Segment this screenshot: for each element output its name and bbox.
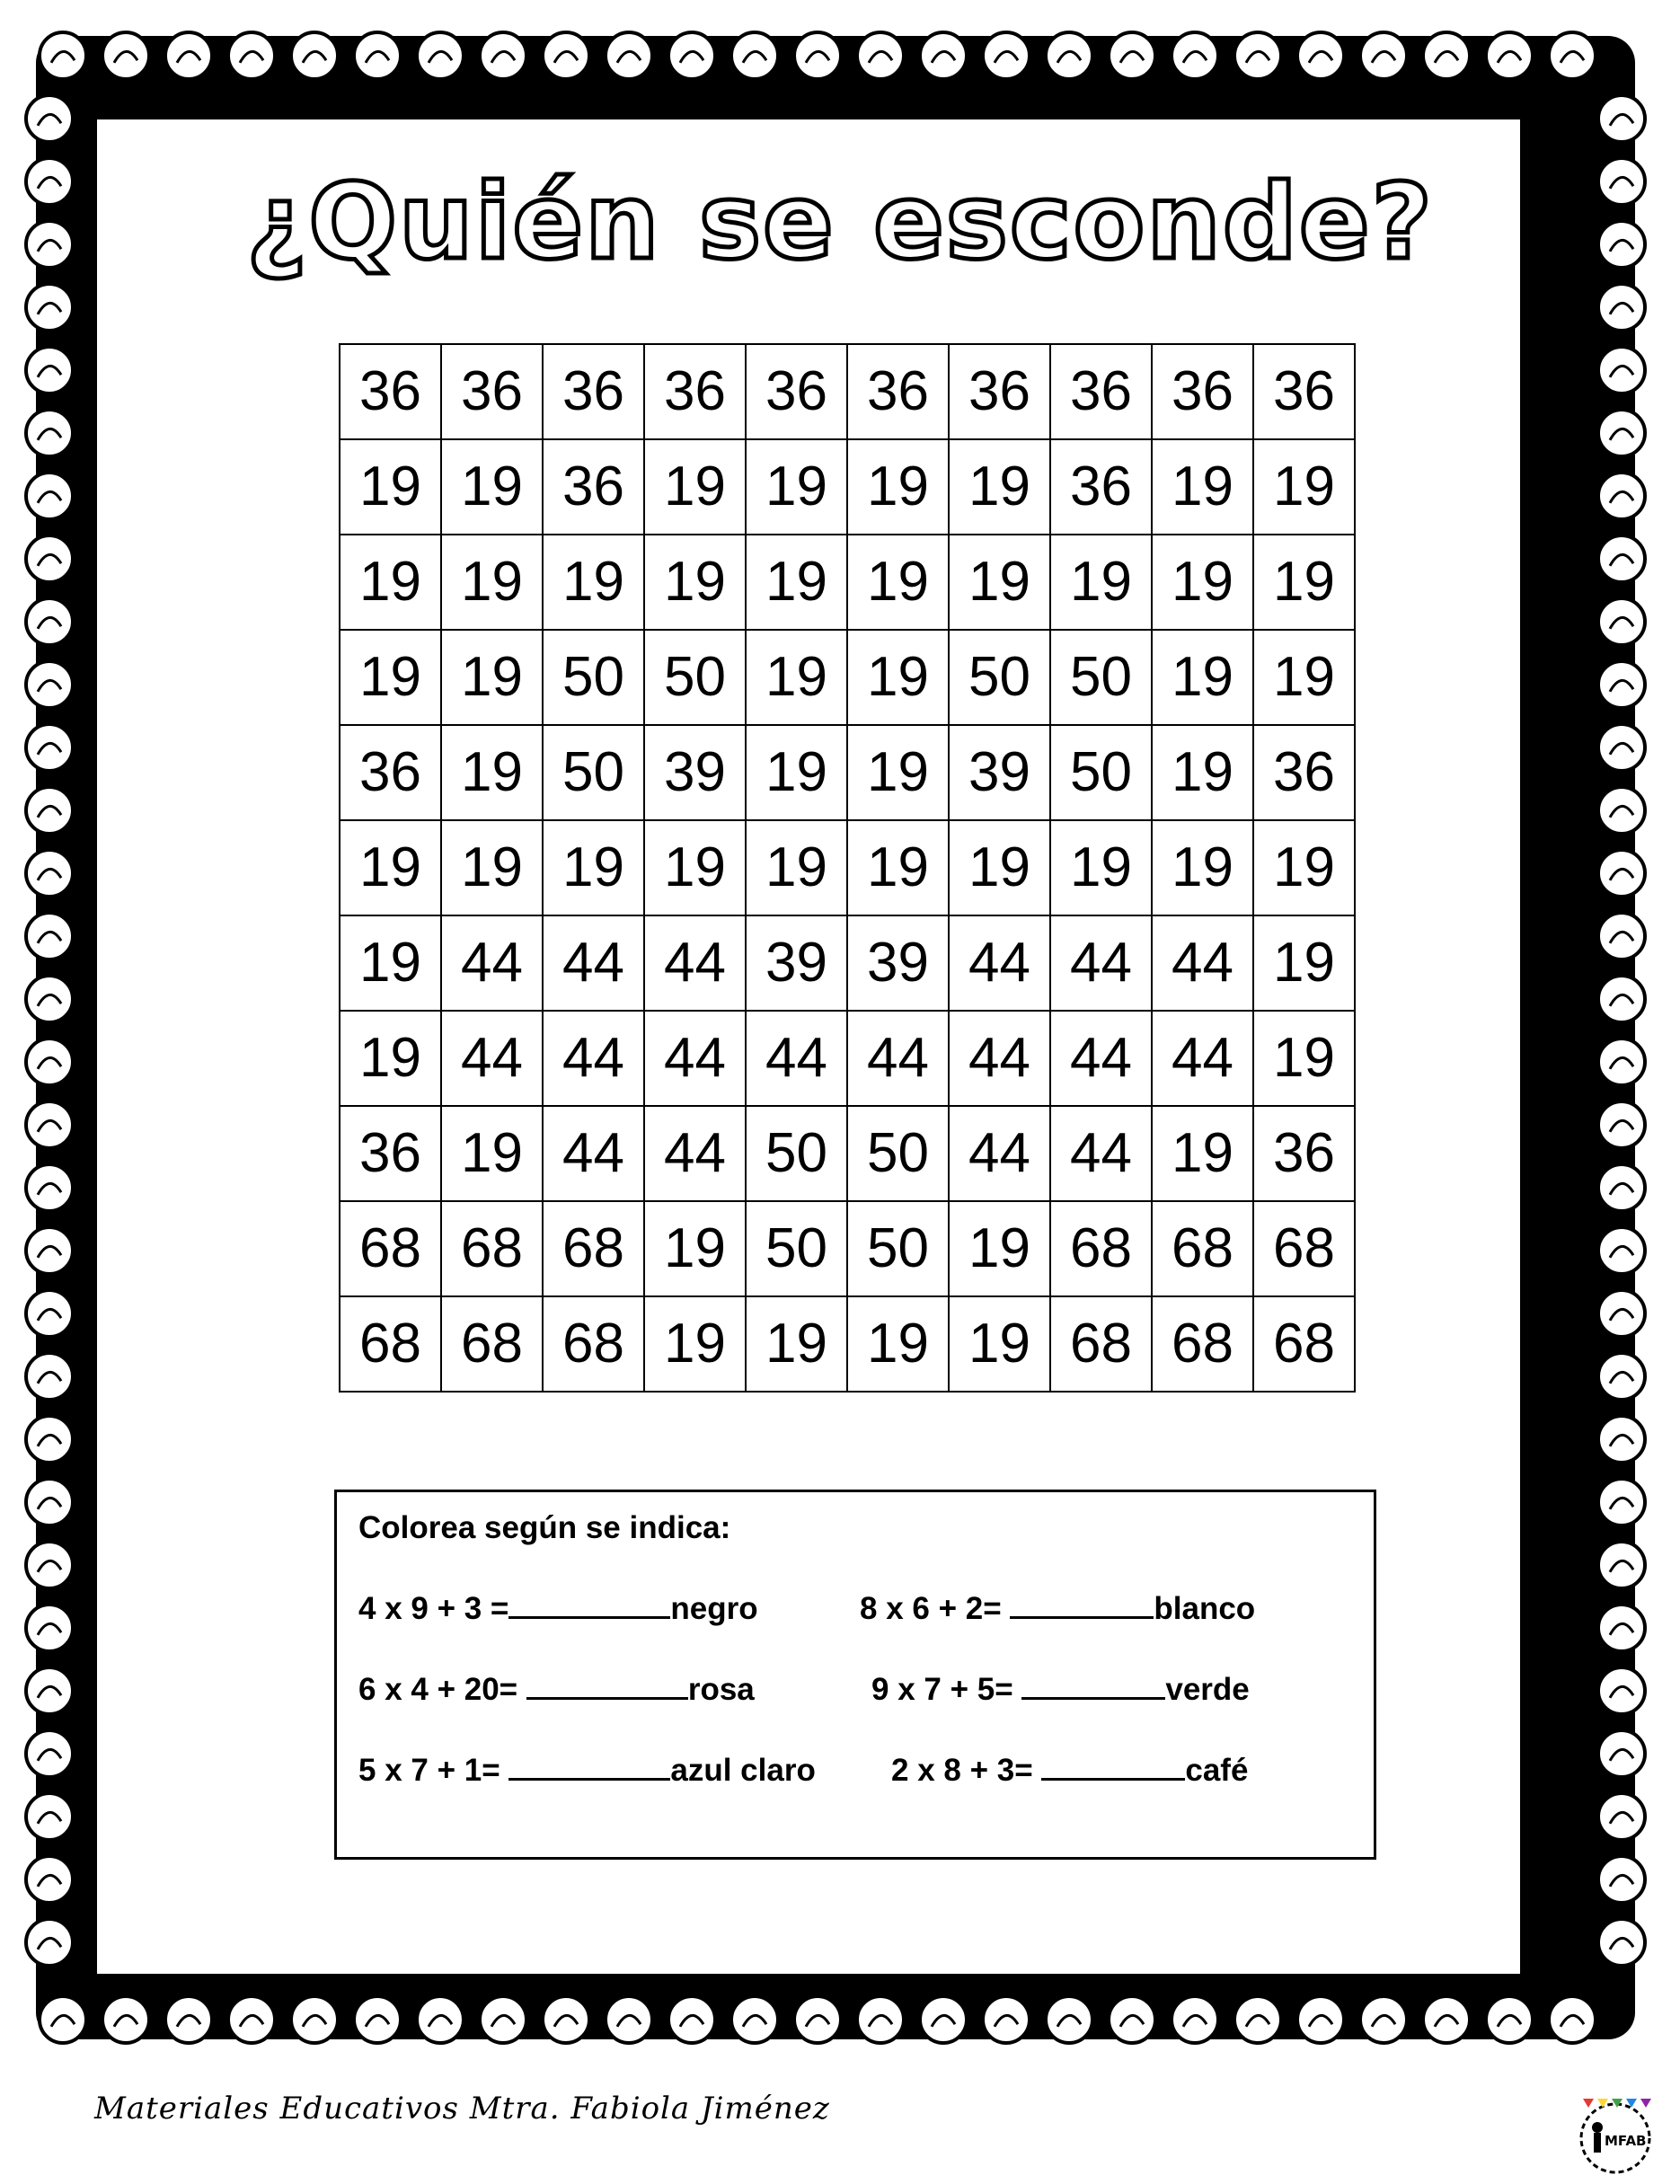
grid-cell[interactable]: 44 [644, 1011, 746, 1106]
author-credit: Materiales Educativos Mtra. Fabiola Jiménez [94, 2091, 830, 2127]
border-ring [228, 1996, 275, 2043]
grid-row [340, 1201, 1355, 1296]
border-ring [26, 1416, 73, 1463]
grid-cell[interactable]: 19 [543, 535, 644, 630]
border-ring [1046, 1996, 1092, 2043]
grid-cell[interactable]: 19 [746, 725, 847, 820]
grid-cell[interactable]: 19 [1253, 630, 1355, 725]
border-ring [857, 32, 904, 79]
answer-blank[interactable] [526, 1670, 688, 1700]
grid-cell[interactable]: 19 [441, 535, 543, 630]
grid-cell[interactable]: 36 [1253, 344, 1355, 439]
grid-cell[interactable]: 68 [340, 1296, 441, 1392]
border-ring [1423, 1996, 1470, 2043]
grid-row [340, 820, 1355, 915]
grid-cell[interactable]: 19 [1152, 820, 1253, 915]
border-ring [1172, 32, 1218, 79]
grid-cell[interactable]: 19 [847, 820, 949, 915]
border-ring [40, 1996, 86, 2043]
border-ring [1297, 1996, 1344, 2043]
equation-right-2 [871, 1670, 1250, 1708]
border-ring [794, 32, 841, 79]
grid-cell[interactable]: 36 [1253, 1106, 1355, 1201]
border-ring [26, 410, 73, 456]
border-ring [1598, 1290, 1645, 1337]
border-ring [26, 284, 73, 331]
border-ring [354, 32, 401, 79]
border-ring [26, 1856, 73, 1903]
border-ring [26, 1542, 73, 1588]
grid-cell[interactable]: 19 [1253, 820, 1355, 915]
border-ring [1598, 1730, 1645, 1777]
grid-cell[interactable]: 19 [746, 439, 847, 535]
grid-cell[interactable]: 19 [746, 1296, 847, 1392]
border-ring [543, 1996, 589, 2043]
grid-cell[interactable]: 36 [644, 344, 746, 439]
grid-cell[interactable]: 36 [340, 344, 441, 439]
grid-cell[interactable]: 19 [847, 725, 949, 820]
border-ring [26, 1919, 73, 1966]
border-ring [1598, 284, 1645, 331]
grid-cell[interactable]: 50 [1050, 725, 1152, 820]
grid-cell[interactable]: 19 [847, 1296, 949, 1392]
border-ring [1598, 913, 1645, 959]
equation-left-1 [358, 1589, 758, 1627]
grid-cell[interactable]: 19 [949, 535, 1050, 630]
equation-color: rosa [687, 1672, 755, 1707]
grid-cell[interactable]: 50 [746, 1106, 847, 1201]
border-ring [228, 32, 275, 79]
border-ring [102, 32, 149, 79]
border-ring [1109, 32, 1155, 79]
border-ring [1046, 32, 1092, 79]
border-ring [983, 1996, 1030, 2043]
grid-cell[interactable]: 36 [746, 344, 847, 439]
answer-blank[interactable] [508, 1589, 670, 1619]
border-ring [417, 32, 464, 79]
grid-cell[interactable]: 68 [1152, 1201, 1253, 1296]
grid-cell[interactable]: 19 [949, 1201, 1050, 1296]
grid-cell[interactable]: 19 [644, 439, 746, 535]
border-ring [1598, 976, 1645, 1022]
border-ring [983, 32, 1030, 79]
grid-cell[interactable]: 19 [746, 820, 847, 915]
grid-cell[interactable]: 36 [340, 1106, 441, 1201]
grid-cell[interactable]: 44 [441, 1011, 543, 1106]
grid-row [340, 915, 1355, 1011]
grid-cell[interactable]: 19 [847, 439, 949, 535]
answer-blank[interactable] [1021, 1670, 1165, 1700]
border-ring [1598, 1919, 1645, 1966]
grid-cell[interactable]: 19 [340, 439, 441, 535]
grid-row [340, 1296, 1355, 1392]
grid-cell[interactable]: 44 [644, 915, 746, 1011]
border-ring [1598, 1542, 1645, 1588]
border-ring [26, 1101, 73, 1148]
border-ring [26, 1039, 73, 1085]
equation-expression: 4 x 9 + 3 = [358, 1591, 509, 1626]
grid-cell[interactable]: 19 [1152, 630, 1253, 725]
border-ring [1598, 473, 1645, 519]
border-ring [26, 1667, 73, 1714]
grid-cell[interactable]: 50 [949, 630, 1050, 725]
border-ring [26, 787, 73, 834]
equation-expression: 5 x 7 + 1= [358, 1753, 509, 1788]
grid-cell[interactable]: 19 [441, 820, 543, 915]
grid-cell[interactable]: 19 [543, 820, 644, 915]
border-ring [606, 32, 652, 79]
border-ring [26, 661, 73, 708]
grid-cell[interactable]: 68 [1050, 1296, 1152, 1392]
border-ring [26, 1353, 73, 1400]
grid-cell[interactable]: 36 [441, 344, 543, 439]
grid-cell[interactable]: 50 [746, 1201, 847, 1296]
grid-row [340, 535, 1355, 630]
border-ring [26, 1227, 73, 1274]
border-ring [1598, 1101, 1645, 1148]
grid-cell[interactable]: 19 [644, 820, 746, 915]
instructions-heading: Colorea según se indica: [358, 1510, 731, 1545]
grid-cell[interactable]: 19 [441, 630, 543, 725]
border-ring [165, 1996, 212, 2043]
grid-cell[interactable]: 19 [644, 1201, 746, 1296]
border-ring [1598, 535, 1645, 582]
mfab-logo-icon [1574, 2093, 1657, 2176]
border-ring [1234, 32, 1281, 79]
grid-cell[interactable]: 44 [543, 915, 644, 1011]
grid-cell[interactable]: 19 [1152, 725, 1253, 820]
grid-cell[interactable]: 19 [1253, 915, 1355, 1011]
equation-color: azul claro [670, 1753, 816, 1788]
grid-cell[interactable]: 19 [1050, 535, 1152, 630]
border-ring [1598, 850, 1645, 897]
grid-cell[interactable]: 68 [441, 1201, 543, 1296]
instructions-box [334, 1490, 1376, 1860]
border-ring [1598, 1856, 1645, 1903]
border-ring [731, 1996, 778, 2043]
grid-cell[interactable]: 44 [543, 1011, 644, 1106]
grid-cell[interactable]: 36 [340, 725, 441, 820]
equation-left-3 [358, 1751, 816, 1789]
equation-right-1 [860, 1589, 1255, 1627]
border-ring [26, 913, 73, 959]
svg-text:MFAB: MFAB [1605, 2133, 1647, 2149]
equation-expression: 8 x 6 + 2= [860, 1591, 1011, 1626]
border-ring [417, 1996, 464, 2043]
border-ring [1598, 598, 1645, 645]
border-ring [1109, 1996, 1155, 2043]
border-ring [1486, 1996, 1533, 2043]
grid-cell[interactable]: 68 [340, 1201, 441, 1296]
border-ring [1360, 32, 1407, 79]
border-ring [1598, 347, 1645, 393]
grid-cell[interactable]: 44 [1050, 1106, 1152, 1201]
border-ring [165, 32, 212, 79]
grid-cell[interactable]: 68 [543, 1201, 644, 1296]
grid-cell[interactable]: 68 [441, 1296, 543, 1392]
grid-row [340, 1106, 1355, 1201]
grid-cell[interactable]: 19 [949, 439, 1050, 535]
grid-cell[interactable]: 19 [340, 915, 441, 1011]
grid-cell[interactable]: 36 [1152, 344, 1253, 439]
grid-cell[interactable]: 68 [1253, 1296, 1355, 1392]
equation-expression: 2 x 8 + 3= [891, 1753, 1042, 1788]
border-ring [26, 976, 73, 1022]
border-ring [1234, 1996, 1281, 2043]
border-ring [1598, 724, 1645, 771]
grid-cell[interactable]: 19 [441, 725, 543, 820]
border-ring [1598, 661, 1645, 708]
grid-cell[interactable]: 19 [340, 820, 441, 915]
grid-cell[interactable]: 44 [1152, 1011, 1253, 1106]
grid-cell[interactable]: 19 [1253, 1011, 1355, 1106]
grid-cell[interactable]: 19 [847, 535, 949, 630]
grid-cell[interactable]: 44 [1050, 915, 1152, 1011]
border-ring [1598, 1039, 1645, 1085]
grid-row [340, 344, 1355, 439]
grid-cell[interactable]: 19 [644, 535, 746, 630]
grid-cell[interactable]: 44 [746, 1011, 847, 1106]
grid-cell[interactable]: 68 [1050, 1201, 1152, 1296]
grid-cell[interactable]: 19 [340, 630, 441, 725]
border-ring [1598, 1416, 1645, 1463]
grid-cell[interactable]: 44 [441, 915, 543, 1011]
border-ring [668, 32, 715, 79]
grid-cell[interactable]: 50 [543, 630, 644, 725]
border-ring [26, 1479, 73, 1525]
grid-cell[interactable]: 68 [1253, 1201, 1355, 1296]
grid-row [340, 1011, 1355, 1106]
grid-cell[interactable]: 50 [847, 1201, 949, 1296]
equation-expression: 9 x 7 + 5= [871, 1672, 1022, 1707]
grid-cell[interactable]: 19 [949, 820, 1050, 915]
border-ring [1598, 1353, 1645, 1400]
border-ring [1549, 32, 1596, 79]
grid-cell[interactable]: 50 [1050, 630, 1152, 725]
border-ring [1598, 787, 1645, 834]
grid-cell[interactable]: 68 [543, 1296, 644, 1392]
border-ring [102, 1996, 149, 2043]
border-ring [1598, 1667, 1645, 1714]
number-grid [339, 343, 1356, 1393]
grid-cell[interactable]: 36 [847, 344, 949, 439]
grid-cell[interactable]: 36 [1253, 725, 1355, 820]
grid-cell[interactable]: 36 [949, 344, 1050, 439]
equation-expression: 6 x 4 + 20= [358, 1672, 526, 1707]
border-ring [354, 1996, 401, 2043]
border-ring [1423, 32, 1470, 79]
grid-cell[interactable]: 39 [949, 725, 1050, 820]
border-ring [480, 1996, 526, 2043]
border-ring [1598, 1793, 1645, 1840]
border-ring [26, 1730, 73, 1777]
answer-blank[interactable] [508, 1751, 670, 1781]
border-ring [794, 1996, 841, 2043]
grid-row [340, 439, 1355, 535]
border-ring [26, 1605, 73, 1651]
grid-cell[interactable]: 19 [1152, 1106, 1253, 1201]
border-ring [1172, 1996, 1218, 2043]
grid-cell[interactable]: 44 [949, 1011, 1050, 1106]
grid-cell[interactable]: 19 [847, 630, 949, 725]
border-ring [1360, 1996, 1407, 2043]
answer-blank[interactable] [1010, 1589, 1154, 1619]
border-ring [40, 32, 86, 79]
grid-cell[interactable]: 44 [949, 1106, 1050, 1201]
border-ring [26, 1164, 73, 1211]
grid-cell[interactable]: 44 [543, 1106, 644, 1201]
equation-color: blanco [1154, 1591, 1256, 1626]
grid-row [340, 630, 1355, 725]
equation-color: café [1185, 1753, 1249, 1788]
grid-cell[interactable]: 39 [746, 915, 847, 1011]
grid-cell[interactable]: 50 [543, 725, 644, 820]
grid-cell[interactable]: 39 [644, 725, 746, 820]
border-ring [857, 1996, 904, 2043]
grid-cell[interactable]: 44 [847, 1011, 949, 1106]
border-ring [26, 598, 73, 645]
border-ring [26, 347, 73, 393]
grid-cell[interactable]: 44 [1050, 1011, 1152, 1106]
border-ring [1486, 32, 1533, 79]
border-ring [26, 724, 73, 771]
border-ring [1598, 1605, 1645, 1651]
grid-cell[interactable]: 19 [340, 535, 441, 630]
grid-cell[interactable]: 50 [644, 630, 746, 725]
border-ring [1598, 410, 1645, 456]
grid-cell[interactable]: 19 [1050, 820, 1152, 915]
page-title: ¿Quién se esconde? [246, 162, 1434, 283]
border-ring [26, 850, 73, 897]
grid-cell[interactable]: 50 [847, 1106, 949, 1201]
border-ring [26, 1290, 73, 1337]
border-ring [1297, 32, 1344, 79]
grid-cell[interactable]: 36 [543, 344, 644, 439]
border-ring [26, 535, 73, 582]
grid-cell[interactable]: 36 [543, 439, 644, 535]
grid-cell[interactable]: 19 [746, 630, 847, 725]
border-ring [1598, 95, 1645, 142]
equation-left-2 [358, 1670, 755, 1708]
grid-row [340, 725, 1355, 820]
border-ring [291, 1996, 338, 2043]
grid-cell[interactable]: 44 [949, 915, 1050, 1011]
grid-cell[interactable]: 44 [1152, 915, 1253, 1011]
border-ring [543, 32, 589, 79]
equation-right-3 [891, 1751, 1248, 1789]
border-ring [26, 473, 73, 519]
number-grid-container [339, 343, 1356, 1393]
border-ring [1598, 1227, 1645, 1274]
grid-cell[interactable]: 19 [1253, 439, 1355, 535]
grid-cell[interactable]: 19 [949, 1296, 1050, 1392]
grid-cell[interactable]: 19 [644, 1296, 746, 1392]
grid-cell[interactable]: 19 [1253, 535, 1355, 630]
border-ring [480, 32, 526, 79]
grid-cell[interactable]: 36 [1050, 344, 1152, 439]
border-ring [731, 32, 778, 79]
border-ring [1598, 1164, 1645, 1211]
border-ring [1598, 1479, 1645, 1525]
equation-color: verde [1165, 1672, 1250, 1707]
grid-cell[interactable]: 19 [441, 439, 543, 535]
border-ring [291, 32, 338, 79]
border-ring [920, 32, 967, 79]
border-ring [26, 95, 73, 142]
grid-cell[interactable]: 19 [1152, 535, 1253, 630]
border-ring [1549, 1996, 1596, 2043]
grid-cell[interactable]: 19 [441, 1106, 543, 1201]
grid-cell[interactable]: 44 [644, 1106, 746, 1201]
border-ring [26, 1793, 73, 1840]
border-ring [606, 1996, 652, 2043]
grid-cell[interactable]: 19 [746, 535, 847, 630]
grid-cell[interactable]: 68 [1152, 1296, 1253, 1392]
grid-cell[interactable]: 19 [340, 1011, 441, 1106]
border-ring [920, 1996, 967, 2043]
answer-blank[interactable] [1041, 1751, 1185, 1781]
equation-color: negro [670, 1591, 758, 1626]
grid-cell[interactable]: 19 [1152, 439, 1253, 535]
border-ring [668, 1996, 715, 2043]
grid-cell[interactable]: 39 [847, 915, 949, 1011]
grid-cell[interactable]: 36 [1050, 439, 1152, 535]
